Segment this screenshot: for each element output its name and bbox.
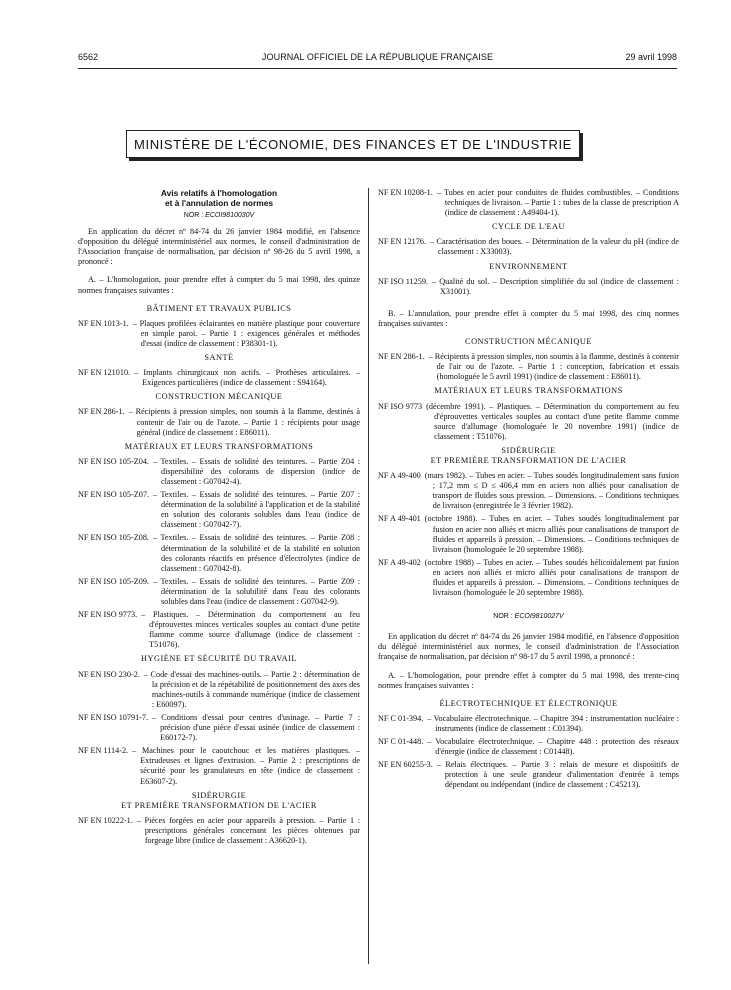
norm-code: NF A 49-400 <box>378 471 421 481</box>
norm-text: (décembre 1991). – Plastiques. – Détermination du comportement au feu d'éprouvettes verticales souples au contact d'une petite flamme comme source d'allumage (homologuée le 20 novembre 1991) (indice de classement : T51076). <box>426 401 679 441</box>
norm-entry <box>378 277 679 297</box>
norm-text: – Plastiques. – Détermination du comportement au feu d'éprouvettes minces verticales souples au contact d'une petite flamme comme source d'allumage (indice de classement : T51076). <box>141 610 360 650</box>
section-heading: BÂTIMENT ET TRAVAUX PUBLICS <box>146 303 292 313</box>
section-heading: CONSTRUCTION MÉCANIQUE <box>155 392 283 402</box>
norm-code: NF EN 286-1. <box>378 352 425 362</box>
norm-entry <box>378 188 679 218</box>
norm-text: – Qualité du sol. – Description simplifiée du sol (indice de classement : X31001). <box>431 276 679 296</box>
ministry-box <box>126 130 580 158</box>
norm-text: – Textiles. – Essais de solidité des teintures. – Partie Z04 : dispersibilité des colorants de dispersion (indice de classement : G07042-4). <box>152 456 360 486</box>
norm-code: NF EN 60255-3. <box>378 760 433 770</box>
norm-entry <box>78 610 360 650</box>
norm-entry <box>378 514 679 554</box>
column-divider <box>368 188 369 964</box>
issue-date: 29 avril 1998 <box>625 52 677 62</box>
norm-entry <box>78 368 360 388</box>
norm-code: NF C 01-448. <box>378 737 424 747</box>
norm-entry <box>78 816 360 846</box>
norm-text: – Récipients à pression simples, non soumis à la flamme, destinés à contenir de l'air ou de l'azote. – Partie 1 : récipients pour usage général (indice de classement : E86011). <box>128 407 360 437</box>
norm-text: (mars 1982). – Tubes en acier. – Tubes soudés longitudinalement sans fusion ; 17,2 mm ≤ D ≤ 406,4 mm en aciers non alliés pour canalisation de transport de fluides sous pression. – Dimensions. – Conditions techniques de livraison (enregistrée le 3 février 1982). <box>424 471 679 511</box>
norm-text: – Implants chirurgicaux non actifs. – Prothèses articulaires. – Exigences particulières (indice de classement : S94164). <box>134 368 360 388</box>
section-heading: MATÉRIAUX ET LEURS TRANSFORMATIONS <box>124 441 314 451</box>
norm-code: NF EN ISO 10791-7. <box>78 712 149 722</box>
norm-code: NF EN 12176. <box>378 237 426 247</box>
section-a-paragraph: A. – L'homologation, pour prendre effet à compter du 5 mai 1998, des quinze normes françaises suivantes : <box>78 275 360 295</box>
norm-text: (octobre 1988) – Tubes en acier. – Tubes soudés hélicoïdalement par fusion en aciers non alliés et micro alliés pour canalisations de transport de fluides et appareils à pression. – Dimensions. – Conditions techniques de livraison (homologuée le 20 septembre 1988). <box>424 557 679 598</box>
norm-text: – Tubes en acier pour conduites de fluides combustibles. – Conditions techniques de livraison. – Partie 1 : tubes de la classe de prescription A (indice de classement : A49404-1). <box>436 188 679 218</box>
norm-entry <box>378 352 679 382</box>
norm-code: NF EN ISO 105-Z07. <box>78 490 149 500</box>
norm-entry <box>78 457 360 487</box>
section-heading: HYGIÈNE ET SÉCURITÉ DU TRAVAIL <box>141 654 297 664</box>
norm-entry <box>378 237 679 257</box>
norm-code: NF EN 121010. <box>78 368 131 378</box>
nor-reference: NOR : ECOI9810030V <box>183 212 255 219</box>
norm-text: – Textiles. – Essais de solidité des teintures. – Partie Z08 : détermination de la solubilité et de la stabilité en solution des colorants réactifs en présence d'électrolytes (indice de classement : G07042-8). <box>152 533 360 573</box>
section-heading: CYCLE DE L'EAU <box>491 222 566 232</box>
ministry-title: MINISTÈRE DE L'ÉCONOMIE, DES FINANCES ET DE L'INDUSTRIE <box>134 136 572 152</box>
norm-code: NF EN ISO 105-Z08. <box>78 533 149 543</box>
norm-code: NF EN 10208-1. <box>378 188 433 197</box>
norm-text: – Pièces forgées en acier pour appareils à pression. – Partie 1 : prescriptions générales concernant les pièces obtenues par forgeage libre (indice de classement : A36620-1). <box>136 815 360 845</box>
norm-text: – Relais électriques. – Partie 3 : relais de mesure et dispositifs de protection à une seule grandeur d'alimentation d'entrée à temps dépendant ou indépendant (indice de classement : C45213). <box>436 760 679 790</box>
section-heading: MATÉRIAUX ET LEURS TRANSFORMATIONS <box>434 386 623 396</box>
intro-paragraph: En application du décret nº 84-74 du 26 janvier 1984 modifié, en l'absence d'opposition du délégué interministériel aux normes, le conseil d'administration de l'Association française de normalisation, par décision nº 98-26 du 5 avril 1998, a prononcé : <box>78 227 360 267</box>
norm-text: – Textiles. – Essais de solidité des teintures. – Partie Z09 : détermination de la solubilité dans l'eau des colorants solubles dans l'eau (indice de classement : G07042-9). <box>152 576 360 606</box>
norm-entry <box>378 714 679 734</box>
norm-entry <box>78 577 360 607</box>
norm-entry <box>78 746 360 786</box>
norm-entry <box>378 760 679 790</box>
norm-text: – Machines pour le caoutchouc et les matières plastiques. – Extrudeuses et lignes d'extrusion. – Partie 2 : prescriptions de sécurité pour les granulateurs en tête (indice de classement : E63607-2). <box>132 746 360 786</box>
norm-entry <box>378 402 679 442</box>
norm-entry <box>78 533 360 573</box>
norm-entry <box>78 670 360 710</box>
page-header <box>78 52 677 66</box>
norm-entry <box>78 319 360 349</box>
section-heading: CONSTRUCTION MÉCANIQUE <box>465 337 592 347</box>
norm-code: NF EN ISO 230-2. <box>78 669 140 679</box>
norm-entry <box>378 471 679 511</box>
norm-text: – Vocabulaire électrotechnique. – Chapitre 448 : protection des réseaux d'énergie (indice de classement : C01448). <box>427 737 679 757</box>
header-rule <box>78 68 677 69</box>
intro-paragraph: En application du décret nº 84-74 du 26 janvier 1984 modifié, en l'absence d'opposition du délégué interministériel aux normes, le conseil d'administration de l'Association française de normalisation, par décision nº 98-17 du 5 avril 1998, a prononcé : <box>378 632 679 662</box>
norm-text: – Conditions d'essai pour centres d'usinage. – Partie 7 : précision d'une pièce d'essai usinée (indice de classement : E60172-7). <box>152 712 360 743</box>
norm-code: NF EN 1114-2. <box>78 746 129 756</box>
norm-text: (octobre 1988). – Tubes en acier. – Tubes soudés longitudinalement par fusion en acier non alliés et micro alliés pour canalisations de transport de fluides et appareils à pression. – Dimensions. – Conditions techniques de livraison (homologuée le 20 septembre 1988). <box>424 514 679 554</box>
norm-code: NF EN 286-1. <box>78 407 125 417</box>
norm-code: NF EN 10222-1. <box>78 815 133 825</box>
norm-entry <box>78 713 360 743</box>
page-number: 6562 <box>78 52 99 62</box>
norm-text: – Récipients à pression simples, non soumis à la flamme, destinés à contenir de l'air ou de l'azote. – Partie 1 : conception, fabrication et essais (homologuée le 5 avril 1991) (indice de classement : E86011). <box>428 352 679 382</box>
norm-code: NF A 49-401 <box>378 514 421 524</box>
norm-code: NF EN 1013-1. <box>78 318 129 328</box>
section-heading: SIDÉRURGIE ET PREMIÈRE TRANSFORMATION DE L'ACIER <box>121 790 317 810</box>
norm-code: NF A 49-402 <box>378 557 421 567</box>
norm-text: – Code d'essai des machines-outils. – Partie 2 : détermination de la précision et de la répétabilité de positionnement des axes des machines-outils à commande numérique (indice de classement : E60097). <box>143 669 360 709</box>
section-heading: ENVIRONNEMENT <box>489 261 568 271</box>
section-heading: SANTÉ <box>204 353 234 363</box>
norm-code: NF ISO 11259. <box>378 276 428 286</box>
norm-text: – Caractérisation des boues. – Détermination de la valeur du pH (indice de classement : X33003). <box>430 237 679 257</box>
norm-code: NF C 01-394. <box>378 713 424 723</box>
norm-code: NF EN ISO 9773. <box>78 610 138 620</box>
section-a-paragraph: A. – L'homologation, pour prendre effet à compter du 5 mai 1998, des trente-cinq normes françaises suivantes : <box>378 670 679 690</box>
section-b-paragraph: B. – L'annulation, pour prendre effet à compter du 5 mai 1998, des cinq normes françaises suivantes : <box>378 308 679 328</box>
norm-entry <box>78 490 360 530</box>
right-column <box>378 188 679 794</box>
norm-text: – Vocabulaire électrotechnique. – Chapitre 394 : instrumentation nucléaire : instruments (indice de classement : C01394). <box>427 713 679 733</box>
norm-code: NF EN ISO 105-Z09. <box>78 576 149 586</box>
avis-title: Avis relatifs à l'homologation et à l'annulation de normes <box>160 188 278 208</box>
left-column <box>78 188 360 849</box>
norm-code: NF ISO 9773 <box>378 401 423 411</box>
journal-title: JOURNAL OFFICIEL DE LA RÉPUBLIQUE FRANÇAISE <box>261 52 494 62</box>
nor-reference: NOR : ECOI9810027V <box>493 613 564 621</box>
norm-code: NF EN ISO 105-Z04. <box>78 456 149 466</box>
section-heading: SIDÉRURGIE ET PREMIÈRE TRANSFORMATION DE L'ACIER <box>430 445 627 465</box>
norm-entry <box>78 407 360 437</box>
norm-text: – Plaques profilées éclairantes en matière plastique pour couverture en simple paroi. – Partie 1 : exigences générales et méthodes d'essai (indice de classement : P38301-1). <box>132 318 360 348</box>
norm-entry <box>378 737 679 757</box>
norm-text: – Textiles. – Essais de solidité des teintures. – Partie Z07 : détermination de la solubilité à l'application et de la stabilité en solution des colorants solubles dans l'eau (indice de classement : G07042-7). <box>152 490 360 530</box>
section-heading: ÉLECTROTECHNIQUE ET ÉLECTRONIQUE <box>439 698 618 708</box>
norm-entry <box>378 558 679 598</box>
